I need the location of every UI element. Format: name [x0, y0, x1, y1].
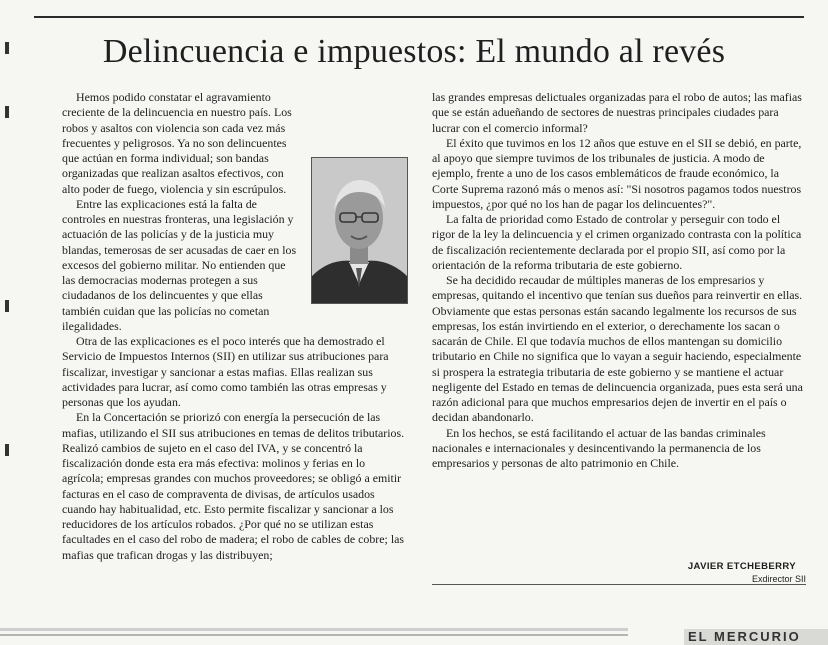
- top-rule: [34, 16, 804, 18]
- paragraph: Otra de las explicaciones es el poco interés que ha demostrado el Servicio de Impuestos Internos (SII) en utilizar sus atribuciones para fiscalizar, investigar y sancionar a estas mafias. Ellas realizan sus actividades para lucrar, así como como también las otras empresas y personas que los ayudan.: [62, 334, 389, 409]
- paragraph: En los hechos, se está facilitando el actuar de las bandas criminales nacionales e internacionales y desincentivando la permanencia de los empresarios y personas de alto patrimonio en Chile.: [432, 425, 766, 470]
- author-name: JAVIER ETCHEBERRY: [687, 561, 796, 572]
- paragraph: En la Concertación se priorizó con energía la persecución de las mafias, utilizando el SII sus atribuciones en temas de delitos tributarios. Realizó cambios de sujeto en el caso del IVA, y se concentró la fiscalización donde esta era más efectiva: molinos y ferias en lo agrícola; empresas grandes con muchos proveedores; se obligó a emitir facturas en el caso de compraventa de divisas, de artículos usados cuando hay habitualidad, etc. Esto permite fiscalizar y sancionar a los reducidores de los artículos robados. ¿Por qué no se utilizan estas facultades en el caso del robo de madera; el robo de cables de cobre; las mafias que trafican drogas y las distribuyen;: [62, 410, 405, 562]
- newspaper-brand: EL MERCURIO: [684, 629, 828, 645]
- bottom-rule: [0, 634, 628, 636]
- edge-mark: [5, 444, 9, 456]
- paragraph: El éxito que tuvimos en los 12 años que estuve en el SII se debió, en parte, al apoyo que siempre tuvimos de los tribunales de justicia. A modo de ejemplo, frente a uno de los casos emblemáticos de fraude económico, la Corte Suprema razonó más o menos así: "Si nosotros pagamos todos nuestros impuestos, ¿por qué no los han de pagar los delincuentes?".: [432, 135, 802, 211]
- edge-mark: [5, 106, 9, 118]
- article-headline: Delincuencia e impuestos: El mundo al revés: [102, 33, 726, 70]
- edge-mark: [5, 300, 9, 312]
- paragraph: Hemos podido constatar el agravamiento creciente de la delincuencia en nuestro país. Los robos y asaltos con violencia son cada vez más frecuentes y peligrosos. Ya no son delincuentes que actúan en forma individual; son bandas organizadas que realizan asaltos efectivos, con alto poder de fuego, violencia y sin escrúpulos.: [62, 90, 292, 196]
- right-column: [432, 90, 806, 471]
- author-signature: [432, 560, 806, 585]
- paragraph: las grandes empresas delictuales organizadas para el robo de autos; las mafias que se están adueñando de sectores de nuestras principales ciudades para lucrar con el comercio informal?: [432, 90, 802, 135]
- signature-rule: [432, 584, 806, 585]
- paragraph: La falta de prioridad como Estado de controlar y perseguir con todo el rigor de la ley la delincuencia y el crimen organizado contrasta con la política de fiscalización recientemente declarada por el propio SII, así como por la orientación de la reforma tributaria de este gobierno.: [432, 212, 802, 272]
- portrait-image: [312, 158, 407, 303]
- left-wrapped-text: [62, 90, 300, 334]
- paragraph: Se ha decidido recaudar de múltiples maneras de los empresarios y empresas, quitando el incentivo que tenían sus dueños para reinvertir en ellas. Obviamente que estas personas están sacando legalmente los recursos de sus empresas, los están invirtiendo en el exterior, o derechamente los sacan o sacarán de Chile. El que todavía muchos de ellos mantengan su domicilio tributario en Chile no significa que lo vayan a seguir haciendo, especialmente si prospera la estrategia tributaria de este gobierno y se mantiene el actuar negligente del Estado en temas de delincuencia organizada, pues esta será una razón adicional para que muchos empresarios dejen de invertir en el país o decidan abandonarlo.: [432, 273, 803, 425]
- paragraph: Entre las explicaciones está la falta de controles en nuestras fronteras, una legislación y actuación de las policías y de la justicia muy blandas, temerosas de ser acusadas de caer en los excesos del gobierno militar. No entienden que las democracias modernas protegen a sus ciudadanos de los delincuentes y que ellas también cuidan que las policías no cometan ilegalidades.: [62, 196, 297, 333]
- author-photo: [311, 157, 408, 304]
- bottom-rule: [0, 628, 628, 631]
- author-role: Exdirector SII: [751, 574, 806, 584]
